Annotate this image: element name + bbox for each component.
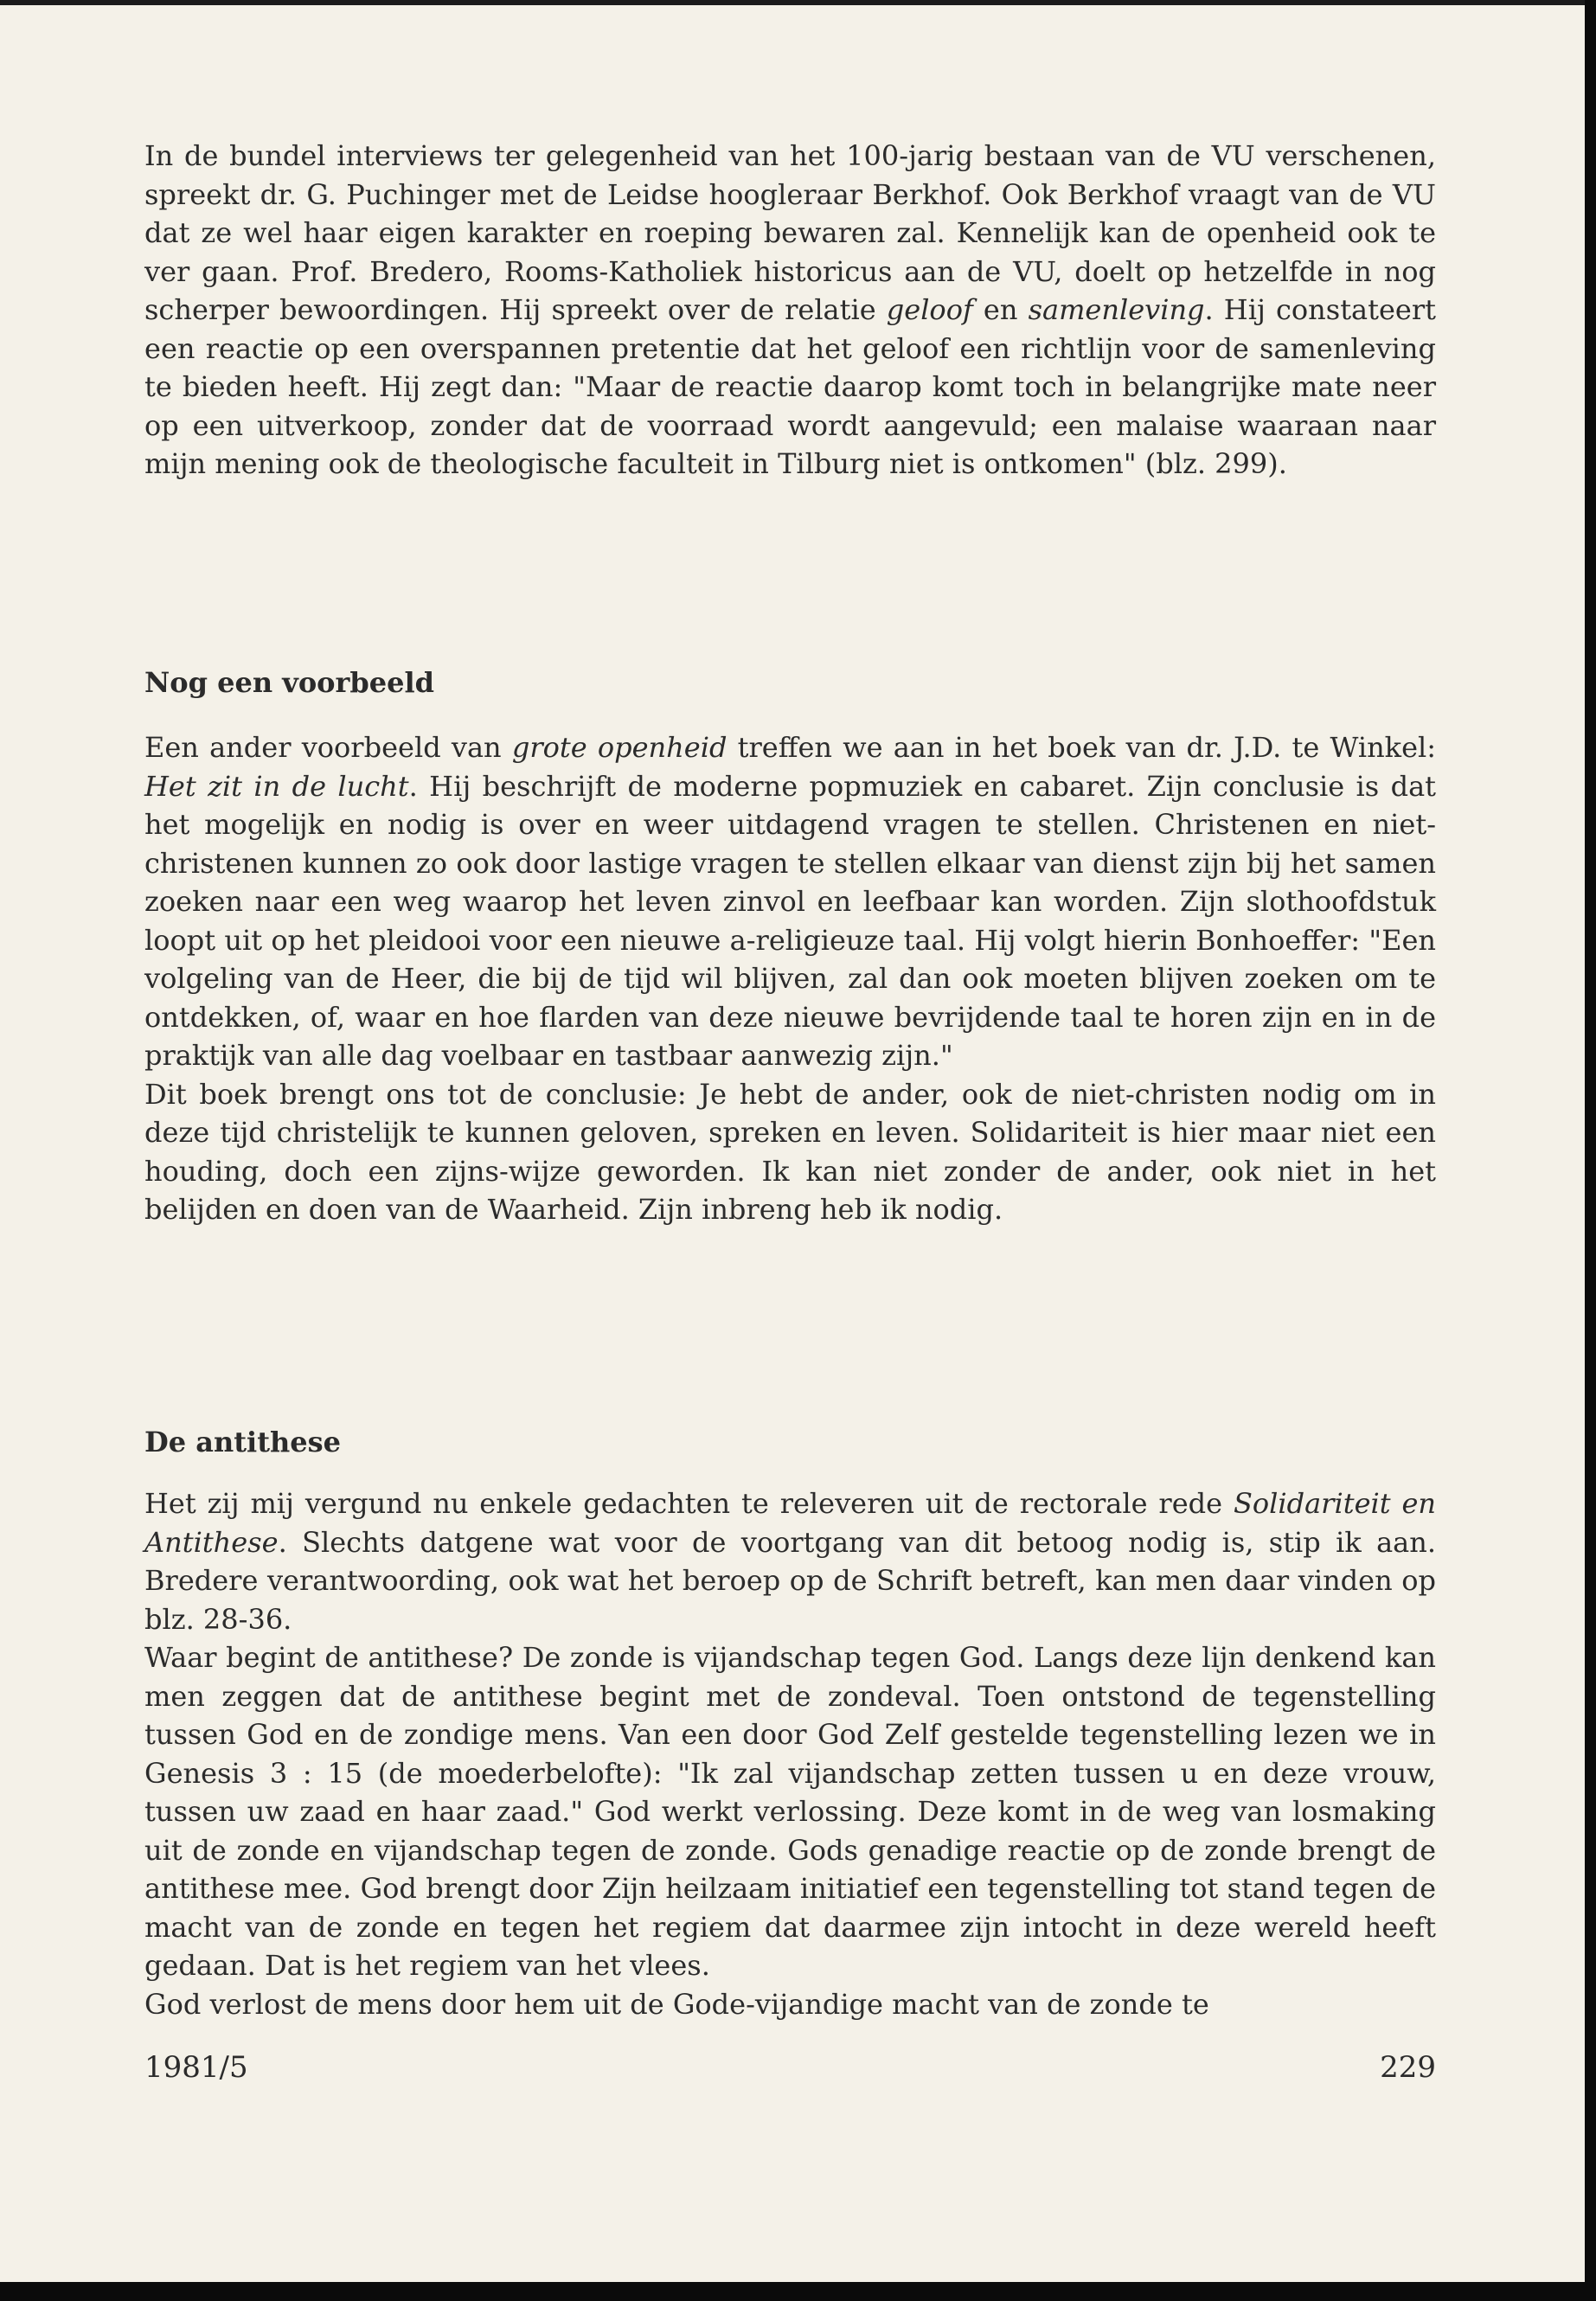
- section2-paragraph-1: Het zij mij vergund nu enkele gedachten te releveren uit de rectorale rede Solidariteit en Antithese. Slechts datgene wat voor de voortgang van dit betoog nodig is, stip ik aan. Bredere verantwoording, ook wat het beroep op de Schrift betreft, kan men daar vinden op blz. 28-36.: [144, 1487, 1437, 1636]
- section1-paragraph-1: Een ander voorbeeld van grote openheid treffen we aan in het boek van dr. J.D. te Winkel: Het zit in de lucht. Hij beschrijft de moderne popmuziek en cabaret. Zijn conclusie is dat het mogelijk en nodig is over en weer uitdagend vragen te stellen. Christenen en niet-christenen kunnen zo ook door lastige vragen te stellen elkaar van dienst zijn bij het samen zoeken naar een weg waarop het leven zinvol en leefbaar kan worden. Zijn slothoofdstuk loopt uit op het pleidooi voor een nieuwe a-religieuze taal. Hij volgt hierin Bonhoeffer: "Een volgeling van de Heer, die bij de tijd wil blijven, zal dan ook moeten blijven zoeken om te ontdekken, of, waar en hoe flarden van deze nieuwe bevrijdende taal te horen zijn en in de praktijk van alle dag voelbaar en tastbaar aanwezig zijn.": [144, 731, 1437, 1072]
- section2-paragraphs: [144, 1484, 1436, 2023]
- section2-paragraph-2: Waar begint de antithese? De zonde is vijandschap tegen God. Langs deze lijn denkend kan men zeggen dat de antithese begint met de zondeval. Toen ontstond de tegenstelling tussen God en de zondige mens. Van een door God Zelf gestelde tegenstelling lezen we in Genesis 3 : 15 (de moederbelofte): "Ik zal vijandschap zetten tussen u en deze vrouw, tussen uw zaad en haar zaad." God werkt verlossing. Deze komt in de weg van losmaking uit de zonde en vijandschap tegen de zonde. Gods genadige reactie op de zonde brengt de antithese mee. God brengt door Zijn heilzaam initiatief een tegenstelling tot stand tegen de macht van de zonde en tegen het regiem dat daarmee zijn intocht in deze wereld heeft gedaan. Dat is het regiem van het vlees.: [144, 1641, 1436, 1982]
- page-number: 229: [1380, 2050, 1436, 2085]
- intro-paragraph: In de bundel interviews ter gelegenheid van het 100-jarig bestaan van de VU verschenen, spreekt dr. G. Puchinger met de Leidse hoogleraar Berkhof. Ook Berkhof vraagt van de VU dat ze wel haar eigen karakter en roeping bewaren zal. Kennelijk kan de openheid ook te ver gaan. Prof. Bredero, Rooms-Katholiek historicus aan de VU, doelt op hetzelfde in nog scherper bewoordingen. Hij spreekt over de relatie geloof en samenleving. Hij constateert een reactie op een overspannen pretentie dat het geloof een richtlijn voor de samenleving te bieden heeft. Hij zegt dan: "Maar de reactie daarop komt toch in belangrijke mate neer op een uitverkoop, zonder dat de voorraad wordt aangevuld; een malaise waaraan naar mijn mening ook de theologische faculteit in Tilburg niet is ontkomen" (blz. 299).: [144, 139, 1437, 480]
- issue-number: 1981/5: [144, 2050, 248, 2085]
- section-heading-de-antithese: De antithese: [144, 1426, 341, 1458]
- section2-paragraph-3: God verlost de mens door hem uit de Gode-vijandige macht van de zonde te: [144, 1987, 1209, 2021]
- page-footer: [144, 2050, 1436, 2085]
- intro-paragraph-block: [144, 137, 1436, 484]
- section-heading-nog-een-voorbeeld: Nog een voorbeeld: [144, 666, 434, 699]
- section1-paragraphs: [144, 728, 1436, 1229]
- section1-paragraph-2: Dit boek brengt ons tot de conclusie: Je hebt de ander, ook de niet-christen nodig om in deze tijd christelijk te kunnen geloven, spreken en leven. Solidariteit is hier maar niet een houding, doch een zijns-wijze geworden. Ik kan niet zonder de ander, ook niet in het belijden en doen van de Waarheid. Zijn inbreng heb ik nodig.: [144, 1077, 1436, 1226]
- page-edge: [0, 0, 1585, 5]
